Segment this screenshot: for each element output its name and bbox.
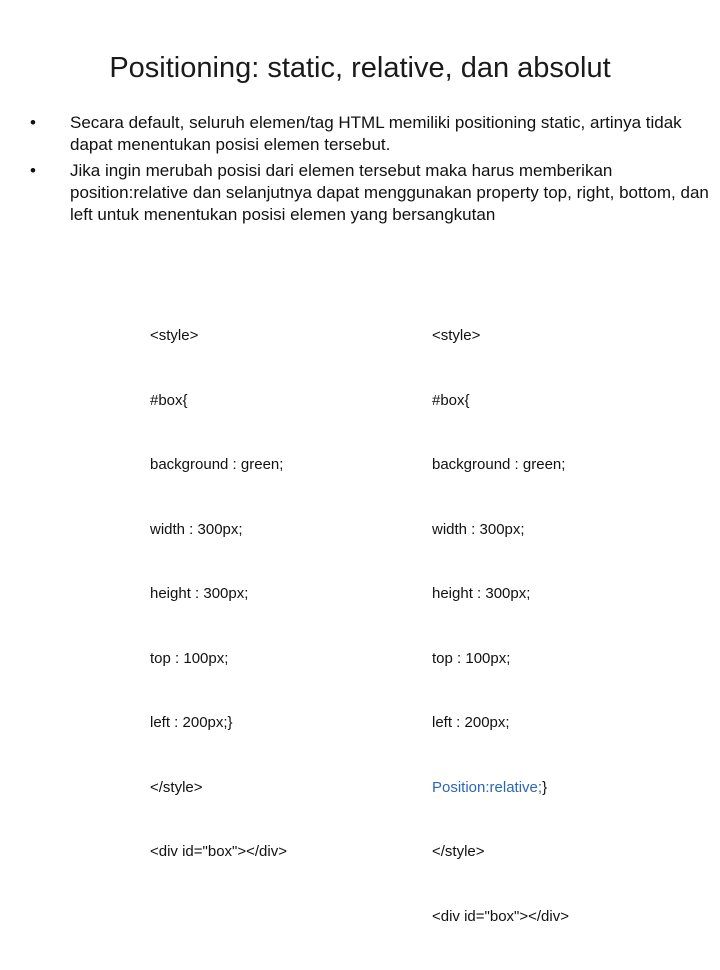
code-line: background : green; bbox=[150, 456, 284, 473]
bullet-item bbox=[30, 160, 710, 226]
bullet-list bbox=[30, 112, 710, 230]
code-line: </style> bbox=[432, 843, 485, 860]
code-line: #box{ bbox=[150, 391, 188, 409]
code-line: height : 300px; bbox=[150, 585, 249, 602]
code-example-right bbox=[432, 282, 569, 970]
code-example-left bbox=[150, 282, 287, 906]
code-line: width : 300px; bbox=[432, 520, 525, 538]
bullet-marker: • bbox=[30, 161, 36, 180]
bullet-item bbox=[30, 112, 710, 156]
code-line: width : 300px; bbox=[150, 520, 243, 538]
code-line: #box{ bbox=[432, 391, 470, 409]
slide-title: Positioning: static, relative, dan absolut bbox=[109, 52, 611, 84]
code-line: height : 300px; bbox=[432, 585, 531, 602]
code-line: top : 100px; bbox=[150, 649, 229, 667]
bullet-marker: • bbox=[30, 113, 36, 132]
code-line: top : 100px; bbox=[432, 649, 511, 667]
code-line: <div id="box"></div> bbox=[432, 907, 569, 925]
bullet-text: Secara default, seluruh elemen/tag HTML memiliki positioning static, artinya tidak dapat menentukan posisi elemen tersebut. bbox=[70, 113, 682, 154]
code-line: background : green; bbox=[432, 456, 566, 473]
code-line: <style> bbox=[432, 327, 481, 344]
code-line: left : 200px; bbox=[432, 714, 510, 731]
code-line-highlighted bbox=[432, 777, 569, 799]
code-line: <div id="box"></div> bbox=[150, 843, 287, 860]
position-relative-highlight: Position:relative; bbox=[432, 778, 543, 796]
bullet-text: Jika ingin merubah posisi dari elemen tersebut maka harus memberikan position:relative dan selanjutnya dapat menggunakan property top, right, bottom, dan left untuk menentukan posisi elemen yang bersangkutan bbox=[70, 161, 709, 224]
code-line: <style> bbox=[150, 327, 199, 344]
code-closing-brace: } bbox=[542, 778, 548, 796]
code-line: </style> bbox=[150, 778, 203, 796]
code-line: left : 200px;} bbox=[150, 714, 233, 731]
